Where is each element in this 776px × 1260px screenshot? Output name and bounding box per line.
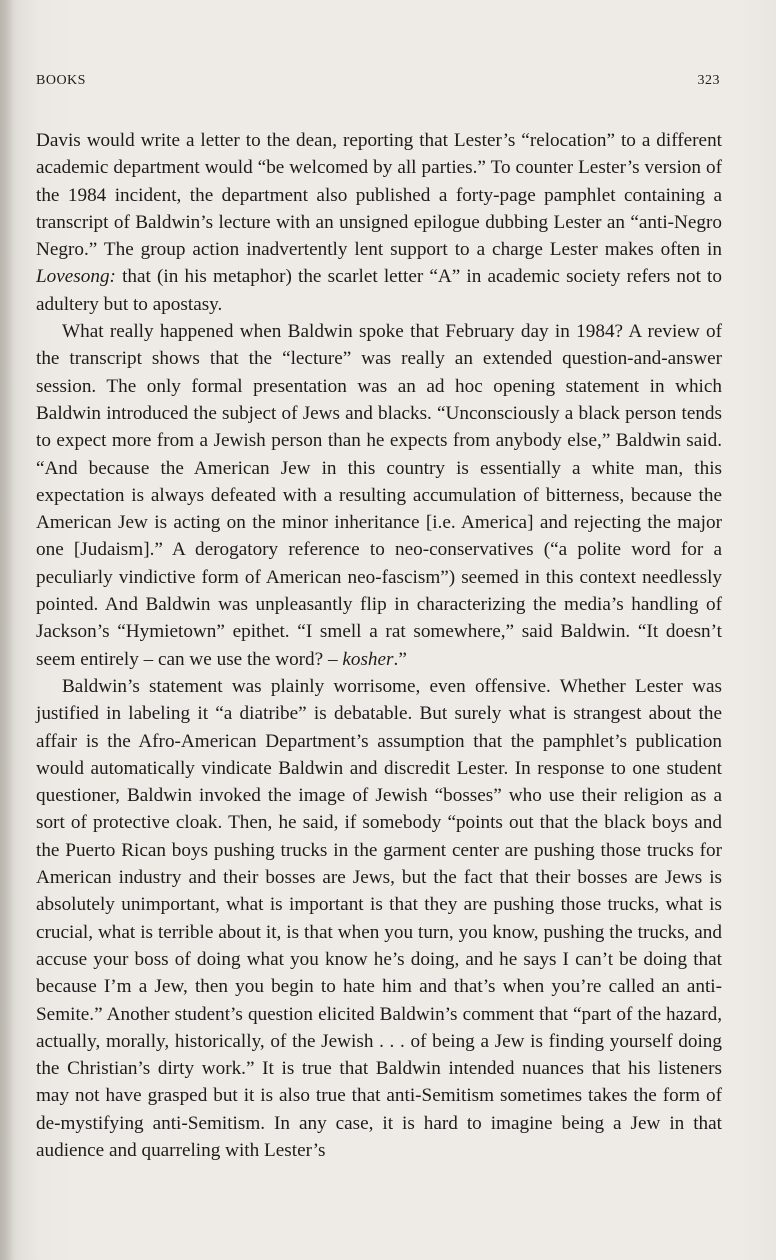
gutter-shadow [0,0,14,1260]
paragraph-3 [36,673,722,1164]
paragraph-2 [36,318,722,673]
paragraph-1-text-b: that (in his metaphor) the scarlet letter “A” in academic society refers not to adultery but to apostasy. [36,266,722,315]
running-head [36,73,720,93]
paragraph-3-text: Baldwin’s statement was plainly worrisome, even offensive. Whether Lester was justified in labeling it “a diatribe” is debatable. But surely what is strangest about the affair is the Afro-American Department’s assumption that the pamphlet’s publication would automatically vindicate Baldwin and discredit Lester. In response to one student questioner, Baldwin invoked the image of Jewish “bosses” who use their religion as a sort of protective cloak. Then, he said, if somebody “points out that the black boys and the Puerto Rican boys pushing trucks in the garment center are pushing those trucks for American industry and their bosses are Jews, but the fact that their bosses are Jews is absolutely unimportant, what is important is that they are pushing those trucks, what is crucial, what is terrible about it, is that when you turn, you know, pushing the trucks, and accuse your boss of doing what you know he’s doing, and he says I can’t be doing that because I’m a Jew, then you begin to hate him and that’s when you’re called an anti-Semite.” Another student’s question elicited Baldwin’s comment that “part of the hazard, actually, morally, historically, of the Jewish . . . of being a Jew is finding yourself doing the Christian’s dirty work.” It is true that Baldwin intended nuances that his listeners may not have grasped but it is also true that anti-Semitism sometimes takes the form of de-mystifying anti-Semitism. In any case, it is hard to imagine being a Jew in that audience and quarreling with Lester’s [36,675,722,1161]
italic-word-kosher: kosher [342,648,394,670]
paragraph-1-text-a: Davis would write a letter to the dean, reporting that Lester’s “relocation” to a different academic department would “be welcomed by all parties.” To counter Lester’s version of the 1984 incident, the department also published a forty-page pamphlet containing a transcript of Baldwin’s lecture with an unsigned epilogue dubbing Lester an “anti-Negro Negro.” The group action inadvertently lent support to a charge Lester makes often in [36,130,722,261]
paragraph-2-text-a: What really happened when Baldwin spoke that February day in 1984? A review of the transcript shows that the “lecture” was really an extended question-and-answer session. The only formal presentation was an ad hoc opening statement in which Baldwin introduced the subject of Jews and blacks. “Unconsciously a black person tends to expect more from a Jewish person than he expects from anybody else,” Baldwin said. “And because the American Jew in this country is essentially a white man, this expectation is always defeated with a resulting accumulation of bitterness, because the American Jew is acting on the minor inheritance [i.e. America] and rejecting the major one [Judaism].” A derogatory reference to neo-conservatives (“a polite word for a peculiarly vindictive form of American neo-fascism”) seemed in this context needlessly pointed. And Baldwin was unpleasantly flip in characterizing the media’s handling of Jackson’s “Hymietown” epithet. “I smell a rat somewhere,” said Baldwin. “It doesn’t seem entirely – can we use the word? – [36,321,722,670]
paragraph-2-text-b: .” [393,648,407,670]
book-title-lovesong: Lovesong: [36,266,116,288]
section-title: BOOKS [36,73,86,88]
page-number: 323 [697,73,720,88]
body-text [36,127,722,1164]
paragraph-1 [36,127,722,318]
